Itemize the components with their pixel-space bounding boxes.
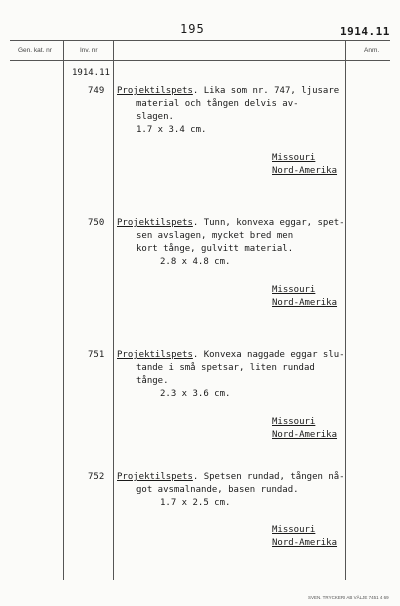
place-state: Missouri [272,153,316,163]
entry-line: tande i små spetsar, liten rundad [136,363,315,373]
header-top-rule [10,40,390,41]
entry-label: Projektilspets [117,218,193,228]
column-header-gen-kat: Gen. kat. nr [18,47,52,54]
entry-line: . Tunn, konvexa eggar, spet- [192,218,345,228]
entry-line-first [117,471,345,484]
place-country: Nord-Amerika [272,538,338,548]
entry-line: sen avslagen, mycket bred men [136,231,294,241]
place-country: Nord-Amerika [272,166,338,176]
column-divider-inv [113,40,114,580]
entry-line: 2.8 x 4.8 cm. [160,257,231,267]
printer-imprint: SVEN. TRYCKERI AB VÄLJE 7451 4 69 [308,595,389,600]
inventory-number: 751 [88,350,105,360]
place-state: Missouri [272,285,316,295]
inventory-number: 749 [88,86,105,96]
entry-line: . Spetsen rundad, tången nå- [192,472,345,482]
column-header-inv: Inv. nr [80,47,98,54]
place-state: Missouri [272,525,316,535]
entry-label: Projektilspets [117,350,193,360]
entry-line: material och tången delvis av- [136,99,299,109]
place-country: Nord-Amerika [272,430,338,440]
year-code-header: 1914.11 [340,25,390,38]
place-state: Missouri [272,417,316,427]
entry-line: . Konvexa naggade eggar slu- [192,350,345,360]
column-divider-gen [63,40,64,580]
header-bottom-rule [10,60,390,61]
entry-label: Projektilspets [117,472,193,482]
entry-label: Projektilspets [117,86,193,96]
entry-line: 2.3 x 3.6 cm. [160,389,231,399]
entry-line: kort tånge, gulvitt material. [136,244,294,254]
entry-line: . Lika som nr. 747, ljusare [192,86,340,96]
entry-line: tånge. [136,376,169,386]
entry-line: 1.7 x 3.4 cm. [136,125,207,135]
column-header-anm: Anm. [364,47,380,54]
entry-line: slagen. [136,112,174,122]
place-country: Nord-Amerika [272,298,338,308]
inventory-number: 752 [88,472,105,482]
entry-line-first [117,85,339,98]
entry-line-first [117,349,345,362]
entry-line: got avsmalnande, basen rundad. [136,485,299,495]
column-divider-anm [345,40,346,580]
entry-line: 1.7 x 2.5 cm. [160,498,231,508]
section-code: 1914.11 [72,68,110,78]
entry-line-first [117,217,345,230]
page-number: 195 [180,22,205,36]
inventory-number: 750 [88,218,105,228]
